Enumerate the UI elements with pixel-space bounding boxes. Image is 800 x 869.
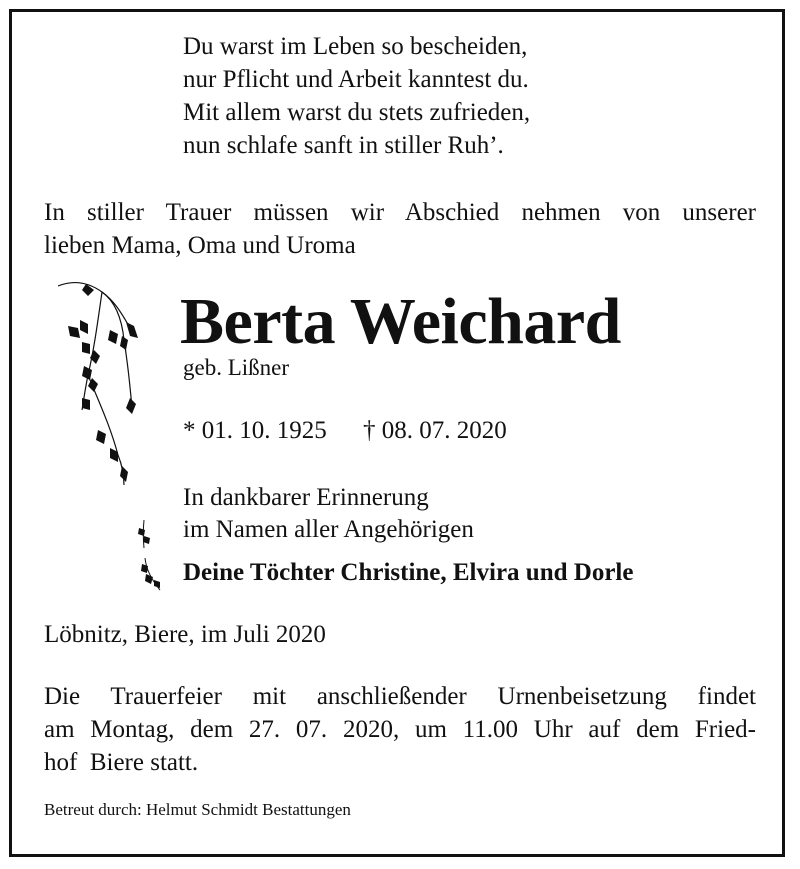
funeral-line-2: am Montag, dem 27. 07. 2020, um 11.00 Uhr auf dem Fried- — [44, 716, 756, 743]
poem-line: Du warst im Leben so bescheiden, — [183, 33, 528, 60]
intro-line-1: In stiller Trauer müssen wir Abschied nehmen von unserer — [44, 199, 756, 226]
death-date: † 08. 07. 2020 — [363, 417, 507, 444]
poem-line: nun schlafe sanft in stiller Ruh’. — [183, 132, 504, 159]
intro-line-2: lieben Mama, Oma und Uroma — [44, 232, 356, 259]
leaf-sprig-icon — [140, 558, 166, 592]
funeral-line-3: hof Biere statt. — [44, 749, 199, 776]
deceased-name: Berta Weichard — [180, 285, 621, 358]
birth-date: * 01. 10. 1925 — [183, 417, 327, 444]
leaf-sprig-icon — [137, 520, 151, 548]
maiden-name: geb. Lißner — [183, 355, 290, 380]
signature: Deine Töchter Christine, Elvira und Dorle — [183, 559, 634, 586]
place-and-date: Löbnitz, Biere, im Juli 2020 — [44, 621, 326, 648]
remembrance-line-2: im Namen aller Angehörigen — [183, 516, 474, 543]
funeral-line-1: Die Trauerfeier mit anschließender Urnenbeisetzung findet — [44, 683, 756, 710]
remembrance — [183, 482, 474, 546]
poem-line: nur Pflicht und Arbeit kanntest du. — [183, 66, 529, 93]
funeral-notice — [44, 680, 756, 779]
undertaker-credit: Betreut durch: Helmut Schmidt Bestattungen — [44, 800, 351, 819]
life-dates — [183, 414, 507, 448]
poem — [183, 30, 530, 162]
intro-text — [44, 196, 756, 262]
remembrance-line-1: In dankbarer Erinnerung — [183, 484, 429, 511]
birch-branch-icon — [58, 280, 148, 500]
poem-line: Mit allem warst du stets zufrieden, — [183, 99, 531, 126]
